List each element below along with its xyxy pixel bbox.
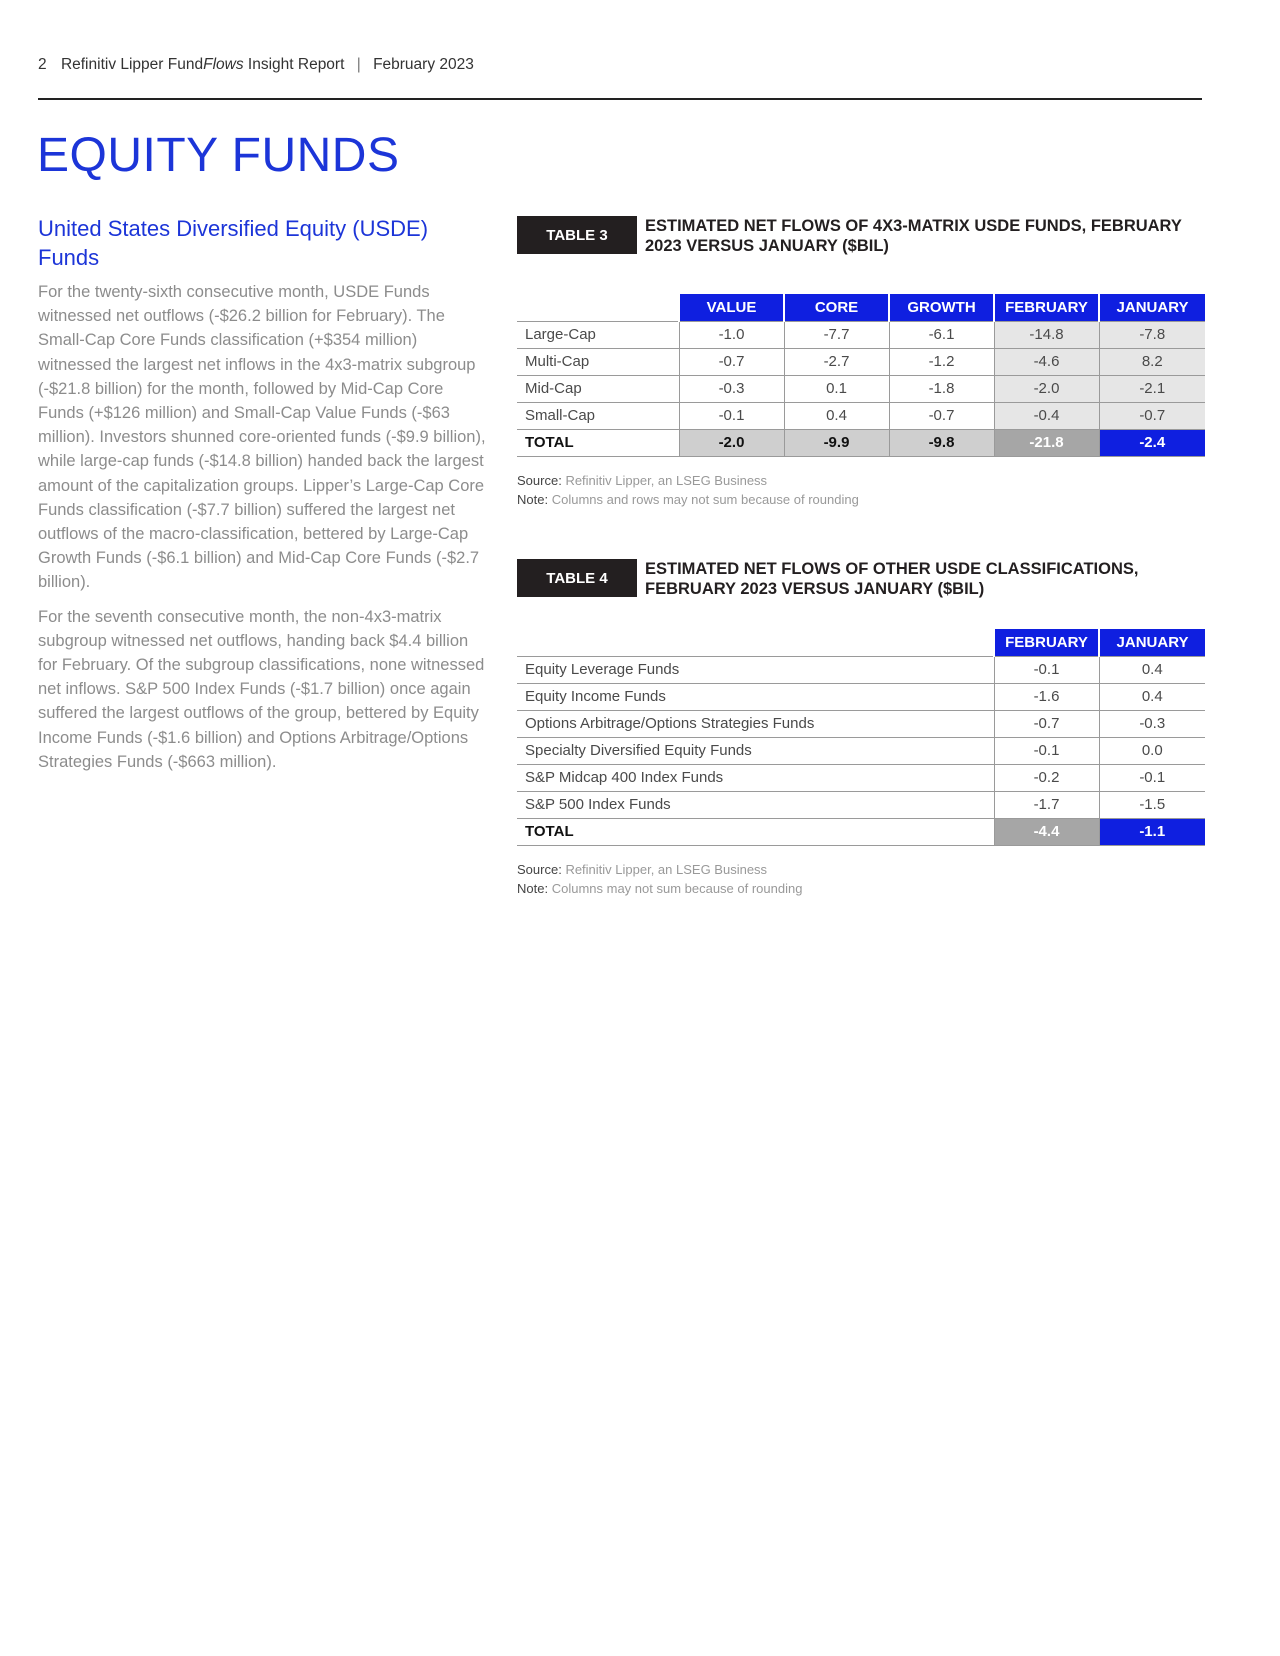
table-3-header — [517, 216, 1205, 256]
table-total-row — [517, 429, 1205, 456]
cell: -0.1 — [1099, 764, 1205, 791]
cell: -0.7 — [1099, 402, 1205, 429]
cell: -1.5 — [1099, 791, 1205, 818]
table-3-notes — [517, 471, 1205, 509]
total-label: TOTAL — [517, 429, 679, 456]
table-row — [517, 348, 1205, 375]
cell: -1.7 — [994, 791, 1099, 818]
row-label: Equity Leverage Funds — [517, 656, 994, 683]
cell: -2.0 — [994, 375, 1099, 402]
table-4-note — [517, 879, 1205, 898]
table-3-title: ESTIMATED NET FLOWS OF 4X3-MATRIX USDE FUNDS, FEBRUARY 2023 VERSUS JANUARY ($BIL) — [645, 217, 1182, 255]
cell: -0.3 — [1099, 710, 1205, 737]
table-4-notes — [517, 860, 1205, 898]
page-number: 2 — [38, 56, 47, 73]
table-4-header-row — [517, 629, 1205, 656]
table-row — [517, 737, 1205, 764]
cell: 0.1 — [784, 375, 889, 402]
section-heading: United States Diversified Equity (USDE) Funds — [38, 216, 429, 270]
cell: -1.0 — [679, 321, 784, 348]
table-row — [517, 683, 1205, 710]
source-text: Refinitiv Lipper, an LSEG Business — [565, 861, 768, 877]
table-3 — [517, 294, 1205, 457]
cell: -7.7 — [784, 321, 889, 348]
cell: -1.6 — [994, 683, 1099, 710]
table-row — [517, 402, 1205, 429]
section-paragraph-1: For the twenty-sixth consecutive month, USDE Funds witnessed net outflows (-$26.2 billion for February). The Small-Cap Core Funds classification (+$354 million) witnessed the largest net inflows in the 4x3-matrix subgroup (-$21.8 billion) for the month, followed by Mid-Cap Core Funds (+$126 million) and Small-Cap Value Funds (-$63 million). Investors shunned core-oriented funds (-$9.9 billion), while large-cap funds (-$14.8 billion) handed back the largest amount of the capitalization groups. Lipper’s Large-Cap Core Funds classification (-$7.7 billion) suffered the largest net outflows of the macro-classification, bettered by Large-Cap Growth Funds (-$6.1 billion) and Mid-Cap Core Funds (-$2.7 billion). — [38, 283, 486, 592]
cell: -1.2 — [889, 348, 994, 375]
cell: -0.7 — [889, 402, 994, 429]
table-3-note — [517, 490, 1205, 509]
cell: -0.7 — [994, 710, 1099, 737]
note-text: Columns and rows may not sum because of rounding — [551, 491, 859, 507]
page-title: EQUITY FUNDS — [37, 129, 400, 182]
total-cell: -9.9 — [784, 429, 889, 456]
table-4-source — [517, 860, 1205, 879]
cell: -7.8 — [1099, 321, 1205, 348]
cell: 0.4 — [784, 402, 889, 429]
col-header-february: FEBRUARY — [994, 629, 1099, 656]
total-cell-january: -1.1 — [1099, 818, 1205, 845]
table-3-tag: TABLE 3 — [517, 216, 637, 254]
table-3-corner — [517, 294, 679, 321]
source-label: Source: — [517, 861, 562, 877]
cell: -1.8 — [889, 375, 994, 402]
cell: -0.2 — [994, 764, 1099, 791]
total-cell-february: -4.4 — [994, 818, 1099, 845]
cell: -2.1 — [1099, 375, 1205, 402]
usde-section — [38, 214, 490, 774]
cell: 0.4 — [1099, 683, 1205, 710]
report-title-suffix: Insight Report — [243, 56, 345, 73]
section-paragraph-2: For the seventh consecutive month, the non-4x3-matrix subgroup witnessed net outflows, handing back $4.4 billion for February. Of the subgroup classifications, none witnessed net inflows. S&P 500 Index Funds (-$1.7 billion) once again suffered the largest outflows of the group, bettered by Equity Income Funds (-$1.6 billion) and Options Arbitrage/Options Strategies Funds (-$663 million). — [38, 607, 485, 771]
note-label: Note: — [517, 880, 549, 896]
table-row — [517, 321, 1205, 348]
cell: 8.2 — [1099, 348, 1205, 375]
cell: -6.1 — [889, 321, 994, 348]
cell: -0.7 — [679, 348, 784, 375]
cell: -4.6 — [994, 348, 1099, 375]
cell: 0.0 — [1099, 737, 1205, 764]
row-label: Small-Cap — [517, 402, 679, 429]
row-label: Specialty Diversified Equity Funds — [517, 737, 994, 764]
report-date: February 2023 — [373, 56, 474, 73]
table-row — [517, 710, 1205, 737]
table-row — [517, 791, 1205, 818]
table-4-block — [517, 559, 1205, 898]
page-header — [38, 56, 1202, 74]
cell: -0.1 — [679, 402, 784, 429]
source-text: Refinitiv Lipper, an LSEG Business — [565, 472, 768, 488]
table-total-row — [517, 818, 1205, 845]
col-header-core: CORE — [784, 294, 889, 321]
total-label: TOTAL — [517, 818, 994, 845]
total-cell-february: -21.8 — [994, 429, 1099, 456]
cell: -0.1 — [994, 656, 1099, 683]
row-label: Options Arbitrage/Options Strategies Funds — [517, 710, 994, 737]
note-text: Columns may not sum because of rounding — [551, 880, 803, 896]
cell: -0.4 — [994, 402, 1099, 429]
row-label: S&P Midcap 400 Index Funds — [517, 764, 994, 791]
total-cell: -9.8 — [889, 429, 994, 456]
table-4-title: ESTIMATED NET FLOWS OF OTHER USDE CLASSIFICATIONS, FEBRUARY 2023 VERSUS JANUARY ($BIL) — [645, 560, 1139, 598]
cell: -0.1 — [994, 737, 1099, 764]
cell: -2.7 — [784, 348, 889, 375]
table-3-block — [517, 216, 1205, 509]
report-title-prefix: Refinitiv Lipper Fund — [60, 56, 204, 73]
table-4-tag: TABLE 4 — [517, 559, 637, 597]
table-3-header-row — [517, 294, 1205, 321]
col-header-value: VALUE — [679, 294, 784, 321]
table-3-source — [517, 471, 1205, 490]
cell: -14.8 — [994, 321, 1099, 348]
row-label: S&P 500 Index Funds — [517, 791, 994, 818]
table-row — [517, 375, 1205, 402]
row-label: Mid-Cap — [517, 375, 679, 402]
total-cell-january: -2.4 — [1099, 429, 1205, 456]
table-4-corner — [517, 629, 994, 656]
cell: 0.4 — [1099, 656, 1205, 683]
row-label: Equity Income Funds — [517, 683, 994, 710]
row-label: Multi-Cap — [517, 348, 679, 375]
total-cell: -2.0 — [679, 429, 784, 456]
table-row — [517, 764, 1205, 791]
header-rule — [38, 98, 1202, 100]
table-row — [517, 656, 1205, 683]
col-header-growth: GROWTH — [889, 294, 994, 321]
table-4 — [517, 629, 1205, 846]
header-separator: | — [356, 56, 361, 73]
report-title-italic: Flows — [203, 56, 244, 73]
col-header-january: JANUARY — [1099, 294, 1205, 321]
col-header-february: FEBRUARY — [994, 294, 1099, 321]
col-header-january: JANUARY — [1099, 629, 1205, 656]
cell: -0.3 — [679, 375, 784, 402]
note-label: Note: — [517, 491, 549, 507]
table-4-header — [517, 559, 1205, 599]
source-label: Source: — [517, 472, 562, 488]
row-label: Large-Cap — [517, 321, 679, 348]
